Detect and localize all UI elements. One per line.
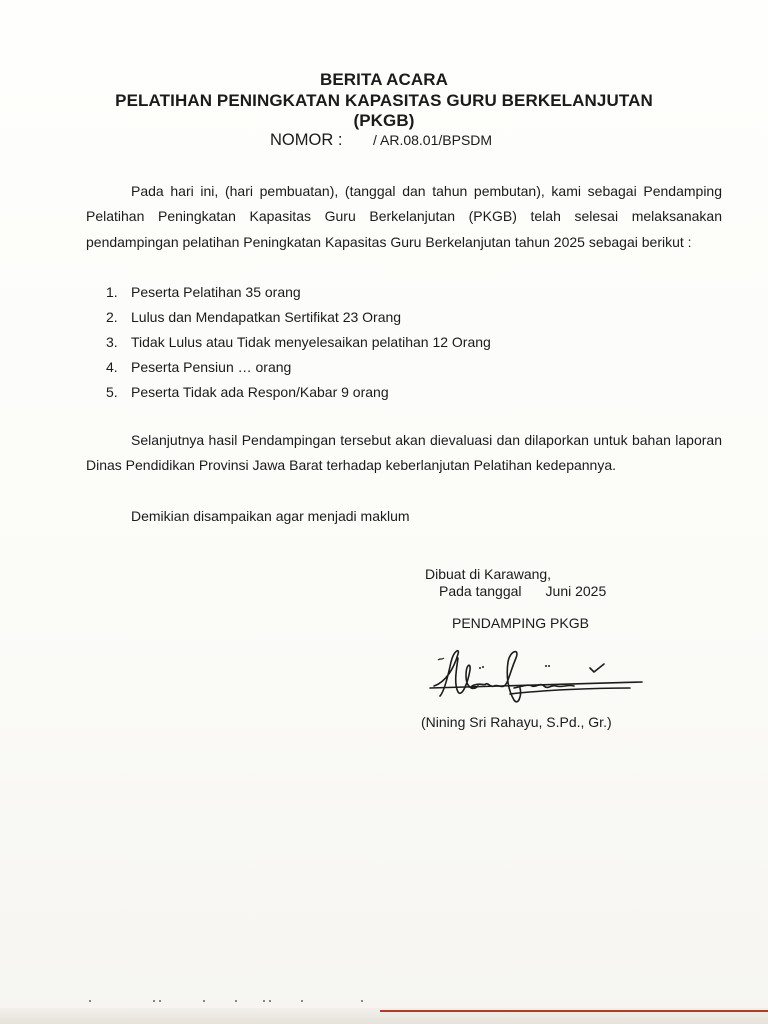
signature-date-prefix: Pada tanggal <box>439 583 522 599</box>
list-item-number: 1. <box>106 284 118 300</box>
document-title: BERITA ACARA <box>319 70 449 89</box>
document-number <box>270 131 493 150</box>
document-number-value: / AR.08.01/BPSDM <box>373 132 493 148</box>
signatory-role: PENDAMPING PKGB <box>452 615 589 631</box>
list-item-text: Peserta Pensiun … orang <box>131 359 292 375</box>
list-item-text: Peserta Tidak ada Respon/Kabar 9 orang <box>131 384 389 400</box>
follow-up-paragraph: Selanjutnya hasil Pendampingan tersebut akan dievaluasi dan dilaporkan untuk bahan laporan Dinas Pendidikan Provinsi Jawa Barat terhadap keberlanjutan Pelatihan kedepannya. <box>86 432 722 474</box>
opening-paragraph: Pada hari ini, (hari pembuatan), (tanggal dan tahun pembutan), kami sebagai Pendamping Pelatihan Peningkatan Kapasitas Guru Berkelanjutan (PKGB) telah selesai melaksanakan pendampingan pelatihan Peningkatan Kapasitas Guru Berkelanjutan tahun 2025 sebagai berikut : <box>86 183 722 250</box>
list-item <box>106 305 491 330</box>
closing-paragraph: Demikian disampaikan agar menjadi maklum <box>131 508 410 524</box>
list-item-number: 4. <box>106 359 118 375</box>
signature-date-value: Juni 2025 <box>545 583 607 599</box>
list-item-number: 3. <box>106 334 118 350</box>
participant-summary-list <box>106 280 491 405</box>
signature-date <box>439 583 606 599</box>
signatory-name: (Nining Sri Rahayu, S.Pd., Gr.) <box>421 714 612 730</box>
list-item <box>106 280 491 305</box>
list-item-number: 2. <box>106 309 118 325</box>
scan-edge-line <box>380 1010 768 1012</box>
scan-bottom-edge <box>0 1008 768 1024</box>
document-subtitle: PELATIHAN PENINGKATAN KAPASITAS GURU BERKELANJUTAN <box>115 91 653 110</box>
scan-artifact-dots <box>86 997 386 1005</box>
list-item <box>106 380 491 405</box>
handwritten-signature <box>424 642 646 722</box>
signature-place: Dibuat di Karawang, <box>425 566 552 582</box>
document-subtitle-abbrev: (PKGB) <box>353 111 415 130</box>
list-item-text: Lulus dan Mendapatkan Sertifikat 23 Orang <box>131 309 402 325</box>
document-number-label: NOMOR : <box>270 131 343 149</box>
list-item <box>106 355 491 380</box>
list-item-text: Tidak Lulus atau Tidak menyelesaikan pelatihan 12 Orang <box>131 334 491 350</box>
list-item-number: 5. <box>106 384 118 400</box>
list-item-text: Peserta Pelatihan 35 orang <box>131 284 301 300</box>
list-item <box>106 330 491 355</box>
